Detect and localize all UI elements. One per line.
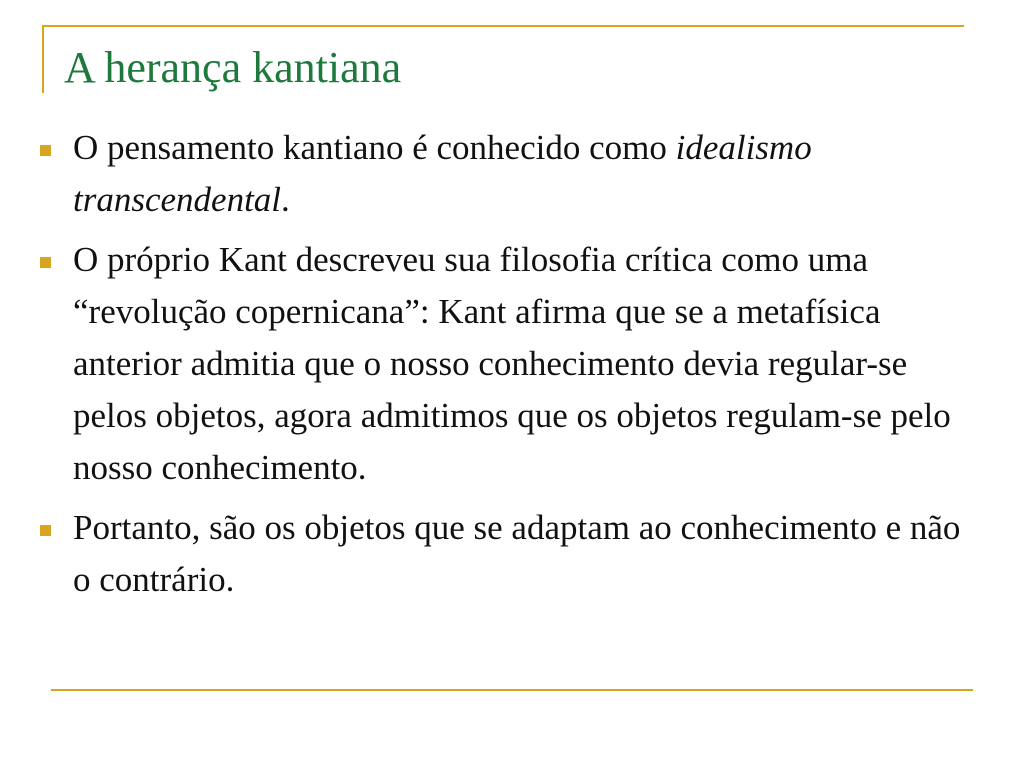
bullet-3-text: Portanto, são os objetos que se adaptam ao conhecimento e não o contrário. xyxy=(73,508,961,599)
bullet-item-1 xyxy=(37,122,967,226)
bullet-item-2 xyxy=(37,234,967,494)
bullet-list xyxy=(37,122,967,606)
square-bullet-icon xyxy=(40,257,51,268)
bottom-border-line xyxy=(51,689,973,691)
slide-title: A herança kantiana xyxy=(64,43,402,92)
square-bullet-icon xyxy=(40,525,51,536)
square-bullet-icon xyxy=(40,145,51,156)
bullet-1-text: O pensamento kantiano é conhecido como xyxy=(73,128,676,167)
bullet-1-punctuation: . xyxy=(281,180,290,219)
bullet-2-text: O próprio Kant descreveu sua filosofia crítica como uma “revolução copernicana”: Kant afirma que se a metafísica anterior admitia que o nosso conhecimento devia regular-se pelos objetos, agora admitimos que os objetos regulam-se pelo nosso conhecimento. xyxy=(73,240,951,487)
bullet-item-3 xyxy=(37,502,967,606)
left-border-line xyxy=(42,25,44,93)
top-border-line xyxy=(42,25,964,27)
bullet-1-emphasis: idealismo transcendental xyxy=(73,128,812,219)
